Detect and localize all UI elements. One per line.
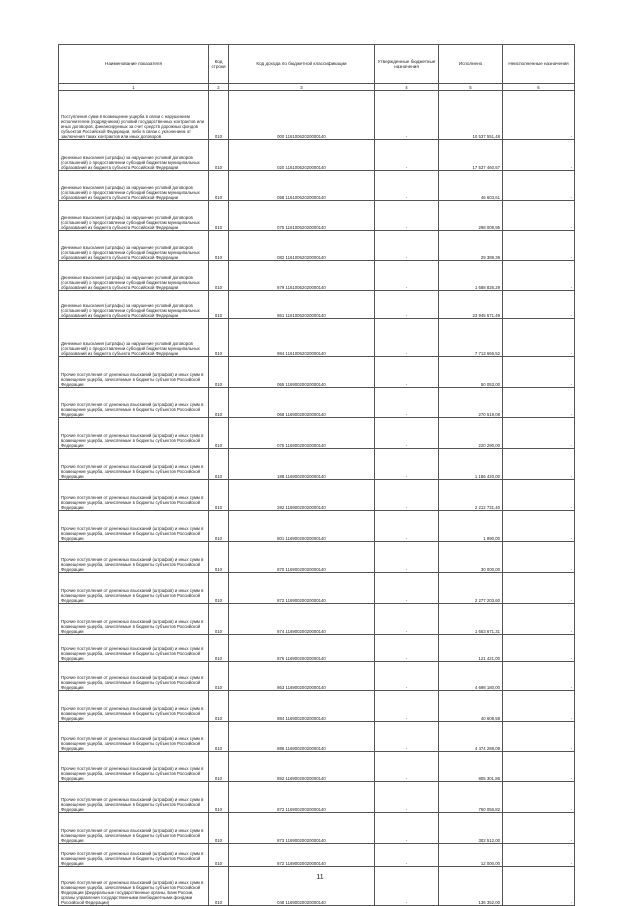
- row-executed: 23 945 571,49: [439, 291, 503, 319]
- row-name: Денежные взыскания (штрафы) за нарушение условий договоров (соглашений) о предоставлении субсидий бюджетам муниципальных образований из бюджета субъекта Российской Федерации: [59, 140, 209, 171]
- row-approved: -: [375, 782, 439, 813]
- table-row: [59, 388, 575, 418]
- row-income-code: 082 11610062020000140: [229, 231, 375, 261]
- row-line-code: 010: [209, 171, 229, 201]
- row-name: Поступления сумм в возмещение ущерба в связи с нарушением исполнителем (подрядчиком) условий государственных контрактов или иных договоров, финансируемых за счет средств дорожных фондов субъектов Российской Федерации, либо в связи с уклонением от заключения таких контрактов или иных договоров: [59, 91, 209, 140]
- row-unexecuted: -: [503, 691, 575, 722]
- row-executed: 17 537 460,57: [439, 140, 503, 171]
- row-name: Прочие поступления от денежных взысканий (штрафов) и иных сумм в возмещение ущерба, зачисляемые в бюджеты субъектов Российской Федерации: [59, 511, 209, 542]
- row-name: Прочие поступления от денежных взысканий (штрафов) и иных сумм в возмещение ущерба, зачисляемые в бюджеты субъектов Российской Федерации: [59, 844, 209, 867]
- row-income-code: 058 11610062020000140: [229, 171, 375, 201]
- row-income-code: 068 11690020020000140: [229, 388, 375, 418]
- row-approved: -: [375, 231, 439, 261]
- budget-execution-table: [58, 44, 575, 906]
- row-name: Прочие поступления от денежных взысканий (штрафов) и иных сумм в возмещение ущерба, зачисляемые в бюджеты субъектов Российской Федерации: [59, 691, 209, 722]
- column-number: 6: [503, 84, 575, 91]
- column-number-row: [59, 84, 575, 91]
- table-row: [59, 231, 575, 261]
- row-income-code: 892 11690020020000140: [229, 752, 375, 782]
- row-unexecuted: -: [503, 449, 575, 480]
- row-approved: -: [375, 752, 439, 782]
- row-line-code: 010: [209, 604, 229, 635]
- table-row: [59, 418, 575, 449]
- column-number: 4: [375, 84, 439, 91]
- table-row: [59, 691, 575, 722]
- row-approved: -: [375, 171, 439, 201]
- row-name: Денежные взыскания (штрафы) за нарушение условий договоров (соглашений) о предоставлении субсидий бюджетам муниципальных образований из бюджета субъекта Российской Федерации: [59, 291, 209, 319]
- row-unexecuted: -: [503, 604, 575, 635]
- row-line-code: 010: [209, 573, 229, 604]
- row-unexecuted: -: [503, 261, 575, 291]
- row-unexecuted: -: [503, 867, 575, 906]
- table-row: [59, 291, 575, 319]
- row-name: Прочие поступления от денежных взысканий (штрафов) и иных сумм в возмещение ущерба, зачисляемые в бюджеты субъектов Российской Федерации: [59, 573, 209, 604]
- table-row: [59, 844, 575, 867]
- row-unexecuted: -: [503, 635, 575, 662]
- row-approved: -: [375, 91, 439, 140]
- row-name: Прочие поступления от денежных взысканий (штрафов) и иных сумм в возмещение ущерба, зачисляемые в бюджеты субъектов Российской Федерации: [59, 449, 209, 480]
- row-executed: 29 389,39: [439, 231, 503, 261]
- row-name: Денежные взыскания (штрафы) за нарушение условий договоров (соглашений) о предоставлении субсидий бюджетам муниципальных образований из бюджета субъекта Российской Федерации: [59, 319, 209, 357]
- row-unexecuted: -: [503, 388, 575, 418]
- row-income-code: 188 11690020020000140: [229, 449, 375, 480]
- table-row: [59, 604, 575, 635]
- row-executed: 1 186 420,00: [439, 449, 503, 480]
- row-executed: 298 008,95: [439, 201, 503, 231]
- row-line-code: 010: [209, 867, 229, 906]
- row-income-code: 872 11690020020000140: [229, 782, 375, 813]
- row-name: Прочие поступления от денежных взысканий (штрафов) и иных сумм в возмещение ущерба, зачисляемые в бюджеты субъектов Российской Федерации: [59, 662, 209, 691]
- table-row: [59, 662, 575, 691]
- row-name: Прочие поступления от денежных взысканий (штрафов) и иных сумм в возмещение ущерба, зачисляемые в бюджеты субъектов Российской Федерации: [59, 752, 209, 782]
- row-approved: -: [375, 418, 439, 449]
- row-name: Прочие поступления от денежных взысканий (штрафов) и иных сумм в возмещение ущерба, зачисляемые в бюджеты субъектов Российской Федерации: [59, 604, 209, 635]
- row-approved: -: [375, 635, 439, 662]
- row-approved: -: [375, 844, 439, 867]
- table-row: [59, 752, 575, 782]
- row-line-code: 010: [209, 813, 229, 844]
- table-row: [59, 91, 575, 140]
- row-income-code: 020 11610062020000140: [229, 140, 375, 171]
- row-unexecuted: -: [503, 662, 575, 691]
- row-line-code: 010: [209, 291, 229, 319]
- row-unexecuted: -: [503, 782, 575, 813]
- row-name: Денежные взыскания (штрафы) за нарушение условий договоров (соглашений) о предоставлении субсидий бюджетам муниципальных образований из бюджета субъекта Российской Федерации: [59, 261, 209, 291]
- row-executed: 46 603,61: [439, 171, 503, 201]
- row-name: Денежные взыскания (штрафы) за нарушение условий договоров (соглашений) о предоставлении субсидий бюджетам муниципальных образований из бюджета субъекта Российской Федерации: [59, 231, 209, 261]
- row-income-code: 861 11610062020000140: [229, 291, 375, 319]
- column-number: 3: [229, 84, 375, 91]
- row-executed: 4 698 180,00: [439, 662, 503, 691]
- header-executed: Исполнено: [439, 45, 503, 84]
- table-row: [59, 140, 575, 171]
- row-name: Прочие поступления от денежных взысканий (штрафов) и иных сумм в возмещение ущерба, зачисляемые в бюджеты субъектов Российской Федерации (федеральные государственные органы, Банк России, органы управления государственными внебюджетными фондами Российской Федерации): [59, 867, 209, 906]
- row-executed: 760 056,82: [439, 782, 503, 813]
- row-income-code: 065 11690020020000140: [229, 357, 375, 388]
- row-line-code: 010: [209, 418, 229, 449]
- row-approved: -: [375, 662, 439, 691]
- table-row: [59, 449, 575, 480]
- row-unexecuted: -: [503, 357, 575, 388]
- row-unexecuted: -: [503, 291, 575, 319]
- row-income-code: 876 11690020020000140: [229, 635, 375, 662]
- row-name: Прочие поступления от денежных взысканий (штрафов) и иных сумм в возмещение ущерба, зачисляемые в бюджеты субъектов Российской Федерации: [59, 542, 209, 573]
- row-line-code: 010: [209, 844, 229, 867]
- row-name: Прочие поступления от денежных взысканий (штрафов) и иных сумм в возмещение ущерба, зачисляемые в бюджеты субъектов Российской Федерации: [59, 813, 209, 844]
- row-line-code: 010: [209, 480, 229, 511]
- row-unexecuted: -: [503, 480, 575, 511]
- row-unexecuted: -: [503, 171, 575, 201]
- row-approved: -: [375, 604, 439, 635]
- row-executed: 121 421,00: [439, 635, 503, 662]
- row-executed: 10 537 551,48: [439, 91, 503, 140]
- table-row: [59, 635, 575, 662]
- row-approved: -: [375, 319, 439, 357]
- row-executed: 30 000,00: [439, 542, 503, 573]
- row-approved: -: [375, 511, 439, 542]
- row-income-code: 872 11690020020000140: [229, 573, 375, 604]
- row-executed: 270 519,08: [439, 388, 503, 418]
- row-executed: 136 352,00: [439, 867, 503, 906]
- row-income-code: 282 11690020020000140: [229, 480, 375, 511]
- row-income-code: 879 11610062020000140: [229, 261, 375, 291]
- row-line-code: 010: [209, 691, 229, 722]
- row-executed: 2 277 203,60: [439, 573, 503, 604]
- row-executed: 2 212 731,40: [439, 480, 503, 511]
- row-line-code: 010: [209, 635, 229, 662]
- row-approved: -: [375, 388, 439, 418]
- row-executed: 12 000,00: [439, 844, 503, 867]
- row-executed: 302 512,00: [439, 813, 503, 844]
- table-row: [59, 573, 575, 604]
- row-unexecuted: -: [503, 844, 575, 867]
- row-income-code: 870 11690020020000140: [229, 542, 375, 573]
- row-executed: 50 053,00: [439, 357, 503, 388]
- row-line-code: 010: [209, 782, 229, 813]
- table-row: [59, 261, 575, 291]
- header-approved: Утвержденные бюджетные назначения: [375, 45, 439, 84]
- row-approved: -: [375, 480, 439, 511]
- row-approved: -: [375, 722, 439, 752]
- column-number: 1: [59, 84, 209, 91]
- row-name: Прочие поступления от денежных взысканий (штрафов) и иных сумм в возмещение ущерба, зачисляемые в бюджеты субъектов Российской Федерации: [59, 722, 209, 752]
- table-header-row: [59, 45, 575, 84]
- row-line-code: 010: [209, 91, 229, 140]
- row-name: Прочие поступления от денежных взысканий (штрафов) и иных сумм в возмещение ущерба, зачисляемые в бюджеты субъектов Российской Федерации: [59, 388, 209, 418]
- row-unexecuted: -: [503, 722, 575, 752]
- table-row: [59, 201, 575, 231]
- table-row: [59, 782, 575, 813]
- row-line-code: 010: [209, 449, 229, 480]
- row-executed: 1 688 826,29: [439, 261, 503, 291]
- row-approved: -: [375, 201, 439, 231]
- row-income-code: 884 11690020020000140: [229, 691, 375, 722]
- row-income-code: 874 11690020020000140: [229, 604, 375, 635]
- row-income-code: 984 11610062020000140: [229, 319, 375, 357]
- row-unexecuted: -: [503, 231, 575, 261]
- row-name: Прочие поступления от денежных взысканий (штрафов) и иных сумм в возмещение ущерба, зачисляемые в бюджеты субъектов Российской Федерации: [59, 357, 209, 388]
- row-executed: 220 290,00: [439, 418, 503, 449]
- row-approved: -: [375, 261, 439, 291]
- row-line-code: 010: [209, 231, 229, 261]
- row-approved: -: [375, 449, 439, 480]
- row-approved: -: [375, 867, 439, 906]
- row-income-code: 075 11610062020000140: [229, 201, 375, 231]
- row-income-code: 863 11690020020000140: [229, 662, 375, 691]
- row-income-code: 873 11690020020000140: [229, 813, 375, 844]
- row-approved: -: [375, 140, 439, 171]
- table-row: [59, 171, 575, 201]
- header-unexecuted: Неисполненные назначения: [503, 45, 575, 84]
- row-line-code: 010: [209, 542, 229, 573]
- row-line-code: 010: [209, 357, 229, 388]
- row-unexecuted: -: [503, 140, 575, 171]
- table-row: [59, 480, 575, 511]
- row-approved: -: [375, 813, 439, 844]
- row-income-code: 801 11690020020000140: [229, 511, 375, 542]
- column-number: 5: [439, 84, 503, 91]
- row-unexecuted: -: [503, 91, 575, 140]
- row-name: Денежные взыскания (штрафы) за нарушение условий договоров (соглашений) о предоставлении субсидий бюджетам муниципальных образований из бюджета субъекта Российской Федерации: [59, 201, 209, 231]
- row-line-code: 010: [209, 511, 229, 542]
- row-line-code: 010: [209, 140, 229, 171]
- row-income-code: 000 11610062020000140: [229, 91, 375, 140]
- page-number: 11: [316, 874, 324, 881]
- row-approved: -: [375, 573, 439, 604]
- row-approved: -: [375, 691, 439, 722]
- row-line-code: 010: [209, 722, 229, 752]
- row-unexecuted: -: [503, 542, 575, 573]
- table-row: [59, 511, 575, 542]
- row-executed: 805 301,86: [439, 752, 503, 782]
- row-executed: 4 474 288,09: [439, 722, 503, 752]
- table-row: [59, 542, 575, 573]
- row-executed: 1 653 671,31: [439, 604, 503, 635]
- row-unexecuted: -: [503, 752, 575, 782]
- row-unexecuted: -: [503, 201, 575, 231]
- row-line-code: 010: [209, 752, 229, 782]
- row-line-code: 010: [209, 662, 229, 691]
- row-unexecuted: -: [503, 573, 575, 604]
- row-executed: 1 990,00: [439, 511, 503, 542]
- row-line-code: 010: [209, 319, 229, 357]
- row-income-code: 886 11690020020000140: [229, 722, 375, 752]
- row-line-code: 010: [209, 261, 229, 291]
- row-name: Прочие поступления от денежных взысканий (штрафов) и иных сумм в возмещение ущерба, зачисляемые в бюджеты субъектов Российской Федерации: [59, 418, 209, 449]
- row-unexecuted: -: [503, 418, 575, 449]
- row-unexecuted: -: [503, 319, 575, 357]
- row-approved: -: [375, 542, 439, 573]
- header-income-code: Код дохода по бюджетной классификации: [229, 45, 375, 84]
- row-unexecuted: -: [503, 511, 575, 542]
- table-body: [59, 91, 575, 906]
- row-unexecuted: -: [503, 813, 575, 844]
- column-number: 2: [209, 84, 229, 91]
- row-line-code: 010: [209, 201, 229, 231]
- header-line-code: Код строки: [209, 45, 229, 84]
- row-approved: -: [375, 357, 439, 388]
- table-row: [59, 722, 575, 752]
- row-approved: -: [375, 291, 439, 319]
- row-line-code: 010: [209, 388, 229, 418]
- row-executed: 40 608,58: [439, 691, 503, 722]
- table-row: [59, 867, 575, 906]
- row-name: Прочие поступления от денежных взысканий (штрафов) и иных сумм в возмещение ущерба, зачисляемые в бюджеты субъектов Российской Федерации: [59, 782, 209, 813]
- row-income-code: 048 11690020020000140: [229, 867, 375, 906]
- row-executed: 7 713 666,52: [439, 319, 503, 357]
- row-name: Денежные взыскания (штрафы) за нарушение условий договоров (соглашений) о предоставлении субсидий бюджетам муниципальных образований из бюджета субъекта Российской Федерации: [59, 171, 209, 201]
- row-name: Прочие поступления от денежных взысканий (штрафов) и иных сумм в возмещение ущерба, зачисляемые в бюджеты субъектов Российской Федерации: [59, 480, 209, 511]
- row-income-code: 872 11690020020000140: [229, 844, 375, 867]
- table-row: [59, 357, 575, 388]
- row-income-code: 075 11690020020000140: [229, 418, 375, 449]
- header-name: Наименование показателя: [59, 45, 209, 84]
- table-row: [59, 813, 575, 844]
- table-row: [59, 319, 575, 357]
- row-name: Прочие поступления от денежных взысканий (штрафов) и иных сумм в возмещение ущерба, зачисляемые в бюджеты субъектов Российской Федерации: [59, 635, 209, 662]
